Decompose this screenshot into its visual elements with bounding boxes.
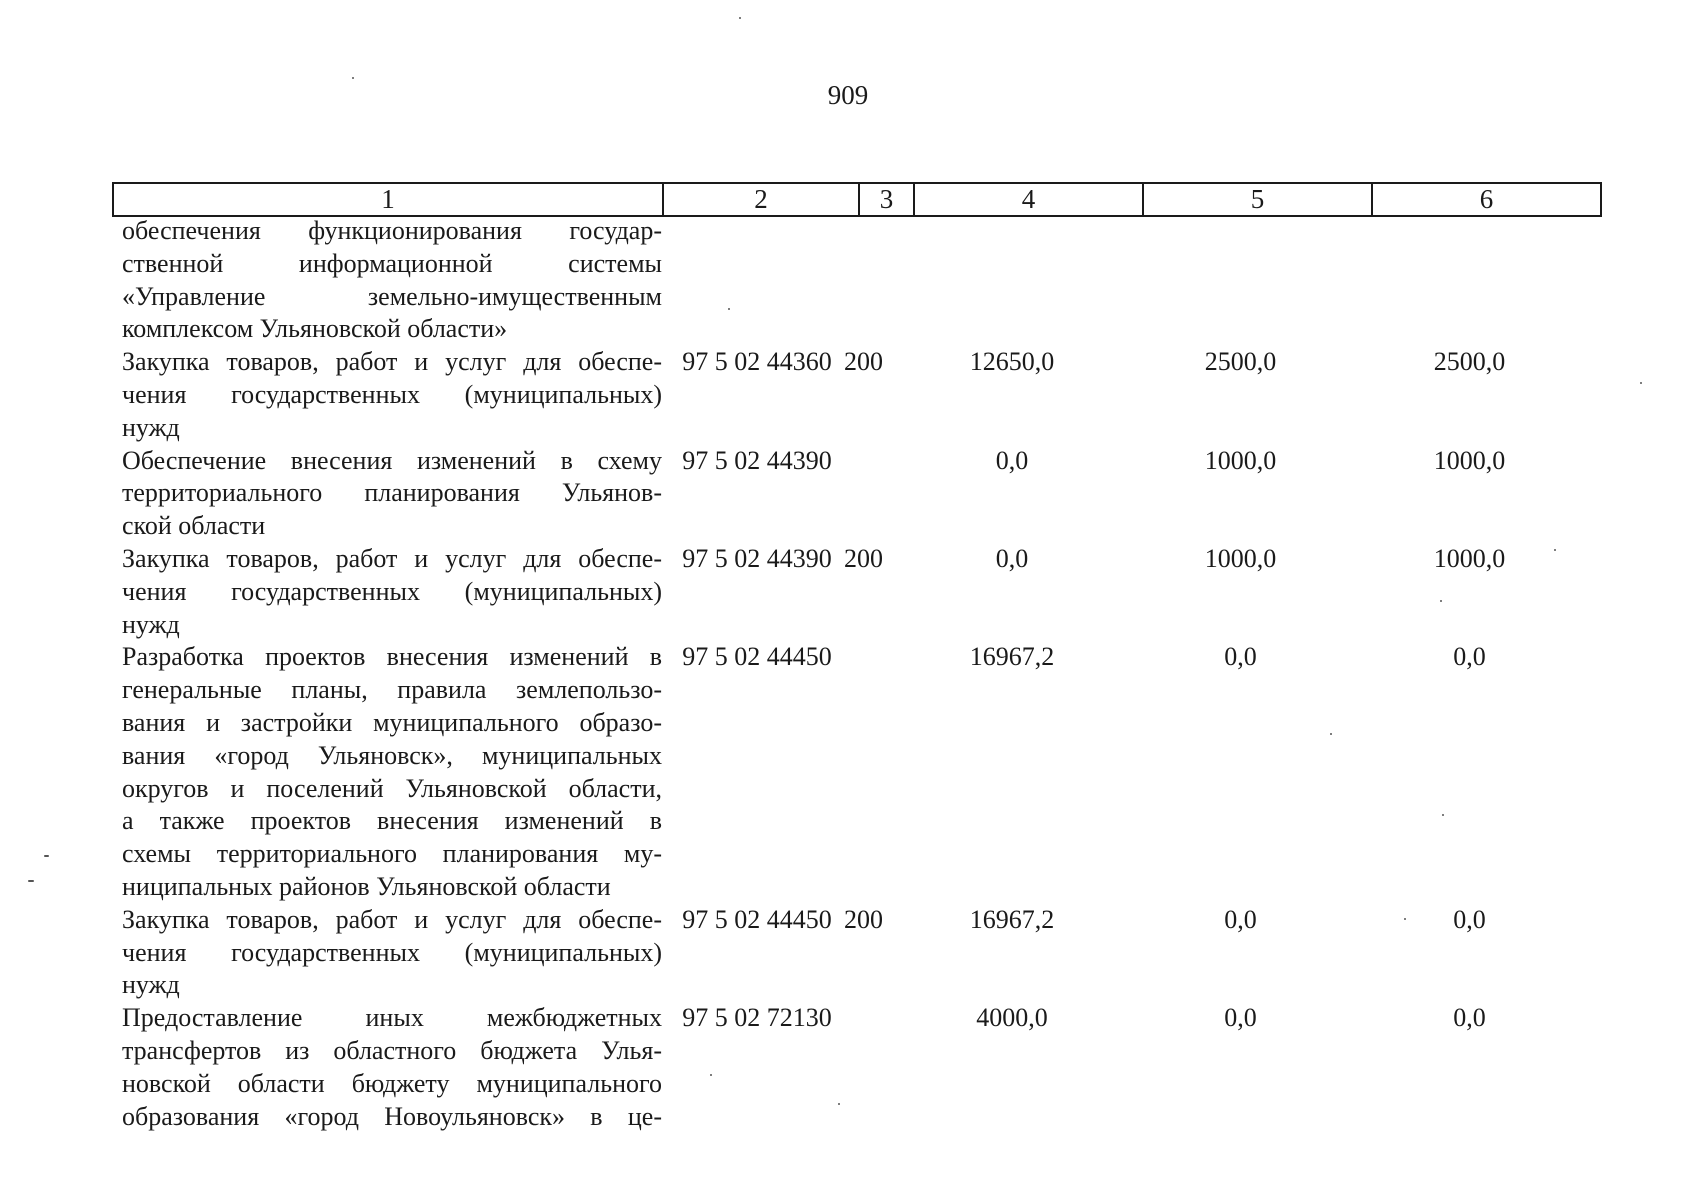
row-value-6 [1355, 215, 1584, 346]
row-value-6: 1000,0 [1433, 445, 1506, 475]
description-line: округов и поселений Ульяновской области, [122, 773, 662, 803]
description-line: нужд [122, 970, 180, 1000]
row-value-6: 0,0 [1453, 1003, 1486, 1033]
row-code: 97 5 02 44450 [682, 904, 832, 934]
scan-speck [1442, 814, 1444, 816]
description-line: Закупка товаров, работ и услуг для обеспе- [122, 543, 662, 573]
row-value-6: 1000,0 [1433, 543, 1506, 573]
description-line: Предоставление иных межбюджетных [122, 1003, 662, 1033]
row-value-4: 16967,2 [969, 642, 1055, 672]
row-value-6: 0,0 [1453, 904, 1486, 934]
scan-speck [1440, 600, 1442, 602]
column-header-2: 2 [663, 183, 859, 216]
scan-speck [710, 1074, 712, 1076]
description-line: чения государственных (муниципальных) [122, 576, 662, 606]
scan-speck [1330, 733, 1332, 735]
description-line: вания «город Ульяновск», муниципальных [122, 740, 662, 770]
column-header-4: 4 [914, 183, 1143, 216]
table-row [112, 346, 1584, 444]
description-line: чения государственных (муниципальных) [122, 937, 662, 967]
row-value-5: 1000,0 [1204, 543, 1277, 573]
row-value-4: 4000,0 [976, 1003, 1048, 1033]
row-value-4: 0,0 [995, 543, 1029, 573]
description-line: комплексом Ульяновской области» [122, 314, 508, 344]
scan-speck [739, 17, 741, 19]
page-number: 909 [827, 80, 869, 110]
scan-speck [28, 880, 34, 882]
row-code: 97 5 02 44450 [682, 642, 832, 672]
row-value-4 [898, 215, 1126, 346]
scan-speck [1554, 549, 1556, 551]
description-line: «Управление земельно-имущественным [122, 281, 662, 311]
row-description [112, 1002, 662, 1133]
row-description [112, 641, 662, 903]
row-type [844, 1002, 898, 1133]
row-value-5: 1000,0 [1204, 445, 1277, 475]
description-line: Разработка проектов внесения изменений в [122, 642, 662, 672]
row-description [112, 445, 662, 543]
table-row [112, 1002, 1584, 1133]
description-line: вания и застройки муниципального образо- [122, 707, 662, 737]
column-header-6: 6 [1372, 183, 1601, 216]
row-code: 97 5 02 44390 [682, 543, 832, 573]
row-description [112, 904, 662, 1002]
description-line: Закупка товаров, работ и услуг для обеспе- [122, 347, 662, 377]
row-description [112, 346, 662, 444]
table-row [112, 543, 1584, 641]
description-line: Закупка товаров, работ и услуг для обеспе- [122, 904, 662, 934]
row-type [844, 641, 898, 903]
row-value-5: 2500,0 [1204, 347, 1277, 377]
description-line: чения государственных (муниципальных) [122, 379, 662, 409]
row-code: 97 5 02 44390 [682, 445, 832, 475]
row-value-4: 16967,2 [969, 904, 1055, 934]
column-header-3: 3 [859, 183, 914, 216]
scan-speck [1640, 382, 1642, 384]
description-line: нужд [122, 412, 180, 442]
description-line: генеральные планы, правила землепользо- [122, 675, 662, 705]
table-row [112, 445, 1584, 543]
description-line: Обеспечение внесения изменений в схему [122, 445, 662, 475]
column-header-table [112, 182, 1602, 217]
table-row [112, 641, 1584, 903]
description-line: территориального планирования Ульянов- [122, 478, 662, 508]
row-value-5 [1126, 215, 1355, 346]
row-code: 97 5 02 44360 [682, 347, 832, 377]
row-description [112, 543, 662, 641]
row-type [844, 445, 898, 543]
row-description [112, 215, 662, 346]
row-value-4: 12650,0 [969, 347, 1055, 377]
column-header-5: 5 [1143, 183, 1372, 216]
row-type [844, 215, 898, 346]
description-line: ниципальных районов Ульяновской области [122, 871, 611, 901]
scan-speck [44, 855, 49, 857]
table-row [112, 904, 1584, 1002]
scan-speck [728, 308, 730, 310]
column-header-1: 1 [113, 183, 663, 216]
table-body [112, 215, 1584, 1133]
table-row [112, 215, 1584, 346]
row-type: 200 [844, 347, 883, 377]
description-line: схемы территориального планирования му- [122, 839, 662, 869]
row-value-5: 0,0 [1224, 904, 1257, 934]
row-value-4: 0,0 [995, 445, 1029, 475]
description-line: обеспечения функционирования государ- [122, 216, 662, 245]
row-type: 200 [844, 904, 883, 934]
description-line: нужд [122, 609, 180, 639]
scan-speck [1404, 918, 1406, 920]
row-value-5: 0,0 [1224, 642, 1257, 672]
row-code [662, 215, 844, 346]
row-value-6: 0,0 [1453, 642, 1486, 672]
row-value-6: 2500,0 [1433, 347, 1506, 377]
description-line: новской области бюджету муниципального [122, 1068, 662, 1098]
description-line: а также проектов внесения изменений в [122, 806, 662, 836]
description-line: трансфертов из областного бюджета Улья- [122, 1035, 662, 1065]
row-type: 200 [844, 543, 883, 573]
scan-speck [352, 77, 354, 79]
description-line: образования «город Новоульяновск» в це- [122, 1101, 662, 1131]
scan-speck [838, 1103, 840, 1105]
row-code: 97 5 02 72130 [682, 1003, 832, 1033]
description-line: ственной информационной системы [122, 248, 662, 278]
description-line: ской области [122, 511, 266, 541]
row-value-5: 0,0 [1224, 1003, 1257, 1033]
